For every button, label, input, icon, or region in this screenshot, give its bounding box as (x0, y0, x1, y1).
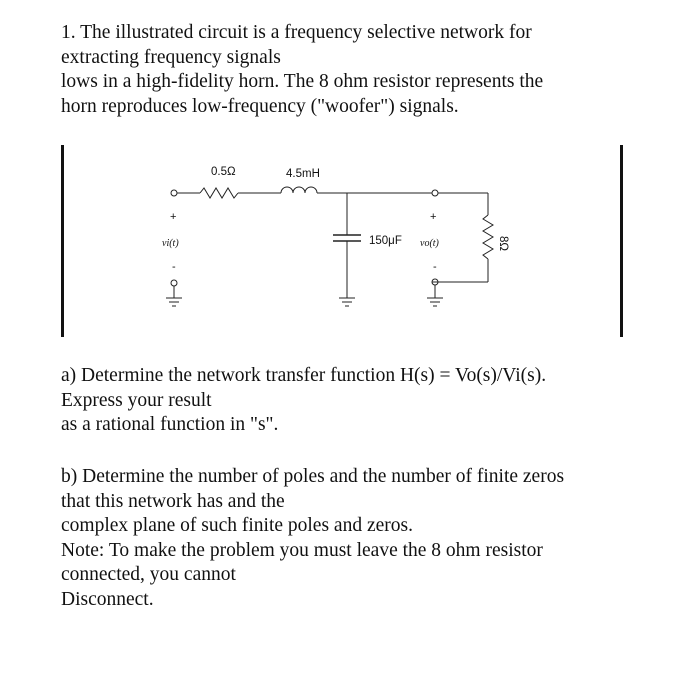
load-resistor-symbol (483, 215, 493, 259)
capacitor-label: 150μF (369, 235, 402, 247)
part-b-line: connected, you cannot (61, 564, 236, 585)
part-a-line: a) Determine the network transfer function H(s) = Vo(s)/Vi(s). (61, 365, 547, 386)
inductor-symbol (281, 187, 317, 193)
part-b-line: Note: To make the problem you must leave the 8 ohm resistor (61, 539, 543, 561)
question-line: horn reproduces low-frequency ("woofer") signals. (61, 95, 459, 117)
part-a-line: Express your result (61, 389, 212, 411)
input-minus-sign: - (172, 261, 176, 273)
input-voltage-label: vi(t) (162, 238, 179, 249)
ground-icon (339, 298, 355, 306)
question-line: lows in a high-fidelity horn. The 8 ohm resistor represents the (61, 71, 544, 92)
part-b-line: complex plane of such finite poles and zeros. (61, 515, 413, 536)
input-terminal-top (171, 190, 177, 196)
inductor-label: 4.5mH (286, 168, 320, 180)
part-b-line: Disconnect. (61, 588, 154, 610)
input-plus-sign: + (170, 211, 177, 223)
input-terminal-bottom (171, 280, 177, 286)
resistor-0.5-symbol (200, 188, 238, 198)
ground-icon (427, 298, 443, 306)
part-a-line: as a rational function in "s". (61, 414, 279, 435)
part-b (61, 465, 641, 612)
output-minus-sign: - (433, 261, 437, 273)
part-b-line: that this network has and the (61, 490, 285, 512)
output-terminal-top (432, 190, 438, 196)
question-line: extracting frequency signals (61, 46, 281, 68)
frame-left-bar (61, 145, 64, 337)
question-line: 1. The illustrated circuit is a frequency selective network for (61, 22, 532, 43)
part-b-line: b) Determine the number of poles and the number of finite zeros (61, 466, 565, 487)
ground-icon (166, 298, 182, 306)
part-a (61, 364, 641, 438)
frame-right-bar (620, 145, 623, 337)
output-plus-sign: + (430, 211, 437, 223)
load-resistor-label: 8Ω (497, 236, 509, 251)
output-voltage-label: vo(t) (420, 238, 439, 249)
series-resistor-label: 0.5Ω (211, 166, 236, 178)
